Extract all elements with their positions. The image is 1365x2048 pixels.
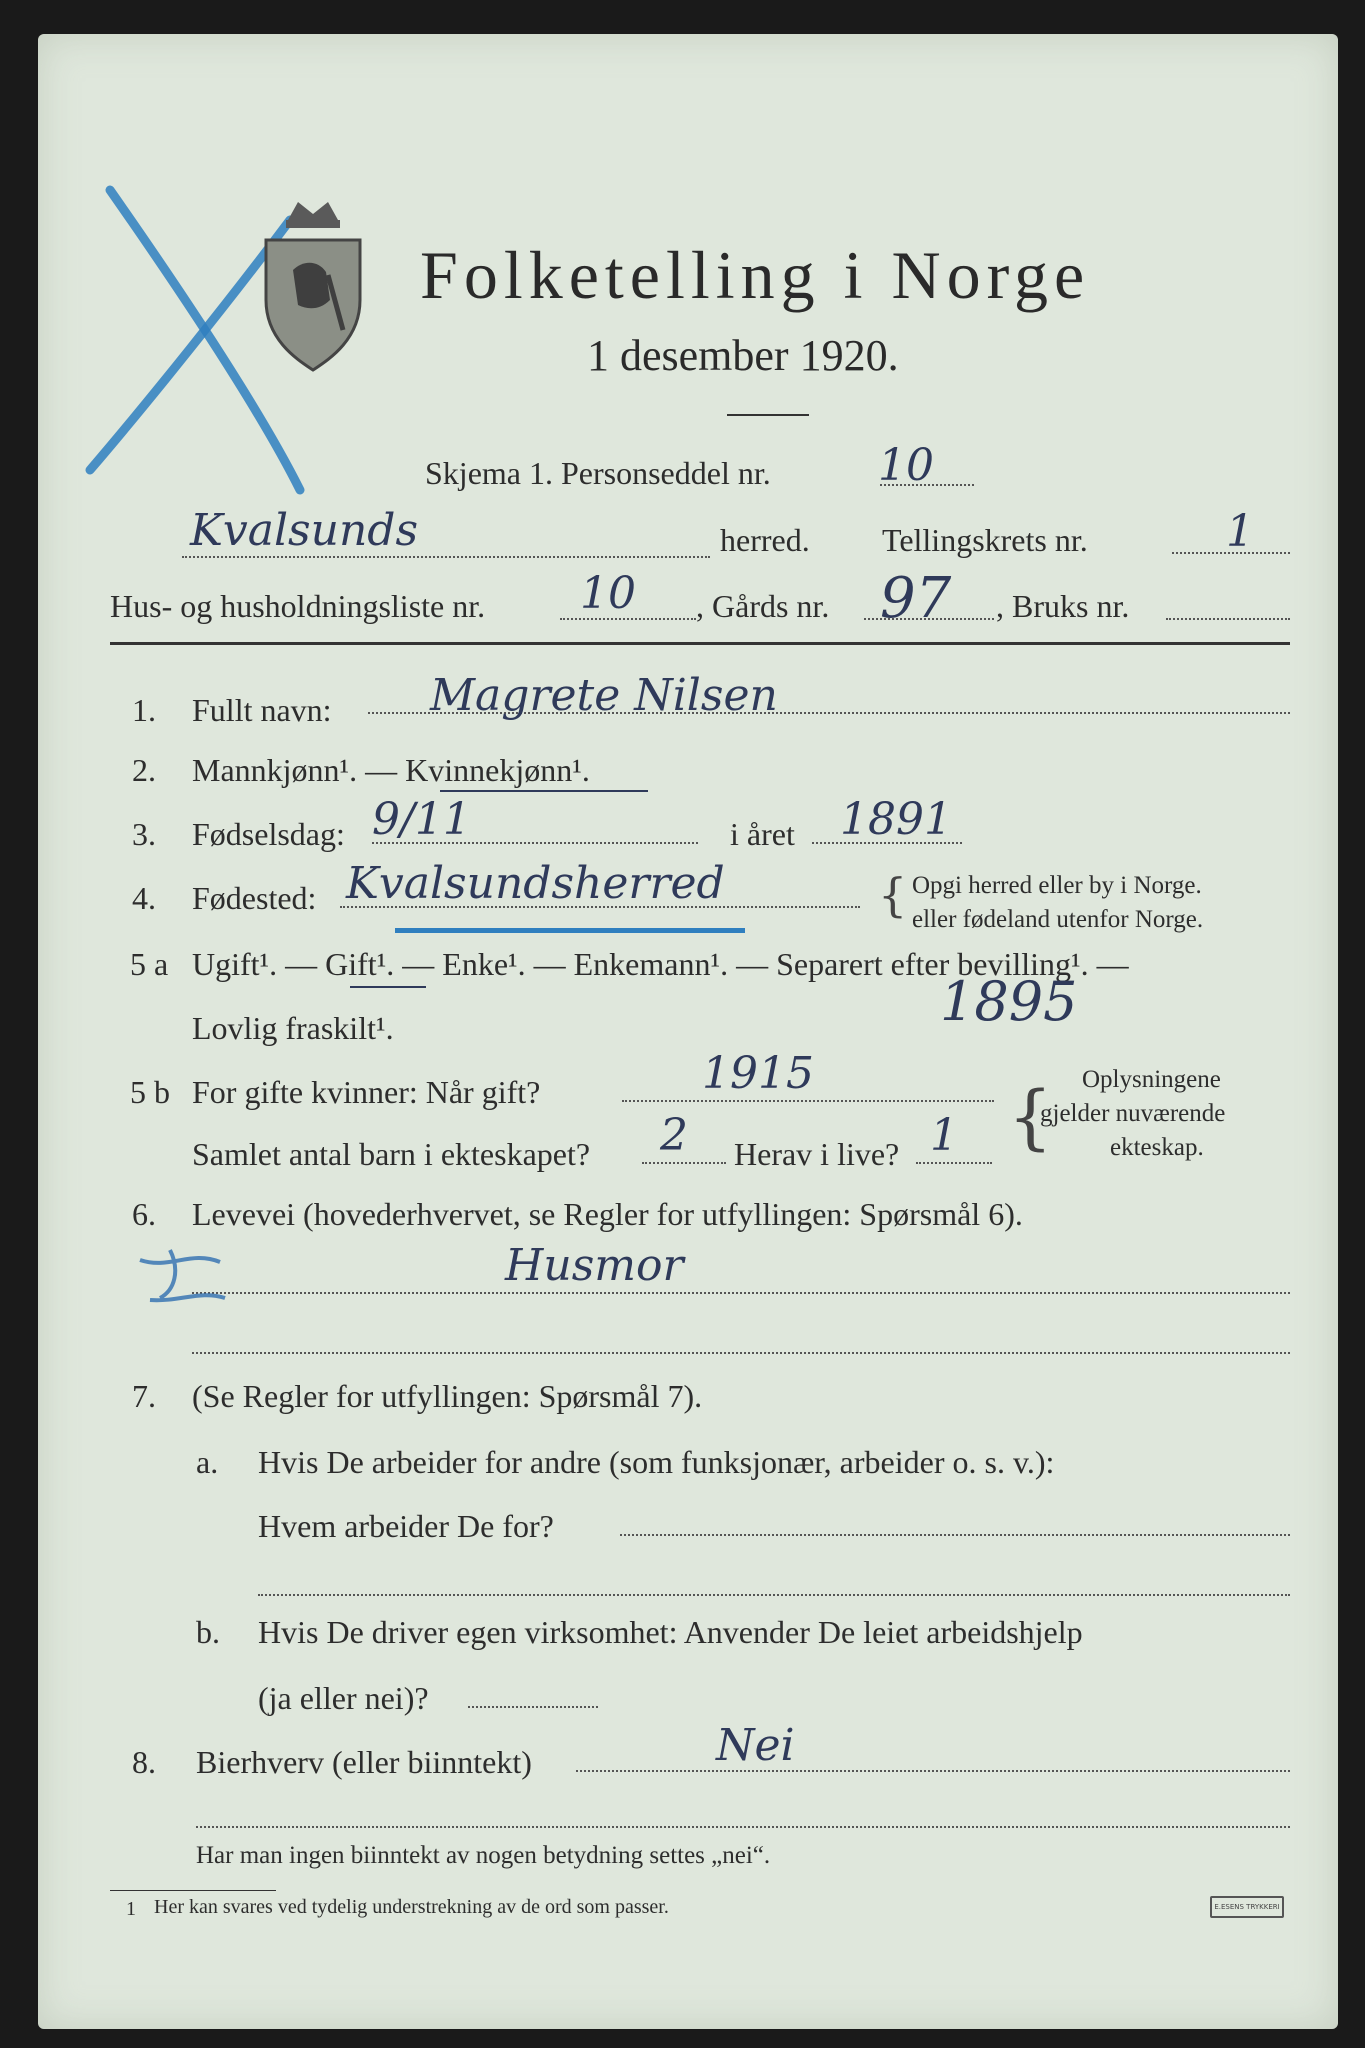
- q5b-note-line2: gjelder nuværende: [1040, 1100, 1226, 1127]
- herred-label: herred.: [720, 522, 810, 558]
- q8-number: 8.: [132, 1744, 156, 1780]
- footnote-marker: 1: [126, 1898, 136, 1920]
- side-income-field[interactable]: Nei: [716, 1720, 795, 1771]
- gift-underline: [350, 986, 426, 988]
- q7b-label-line2: (ja eller nei)?: [258, 1680, 429, 1716]
- side-income-dotline: [576, 1770, 1290, 1772]
- q5b-brace: {: [1008, 1076, 1053, 1158]
- schema-label: Skjema 1. Personseddel nr.: [425, 455, 771, 491]
- blue-margin-scribble: [130, 1240, 240, 1310]
- alive-dotline: [916, 1162, 992, 1164]
- q3-number: 3.: [132, 816, 156, 852]
- q5b-note-line3: ekteskap.: [1110, 1134, 1204, 1161]
- q4-label: Fødested:: [192, 880, 317, 916]
- footnote-text: Her kan svares ved tydelig understrekning av de ord som passer.: [154, 1896, 669, 1918]
- schema-number[interactable]: 10: [878, 440, 934, 491]
- employer-dotline: [620, 1534, 1290, 1536]
- bruks-dotline: [1166, 618, 1290, 620]
- birthday-field[interactable]: 9/11: [372, 794, 471, 845]
- q1-label: Fullt navn:: [192, 692, 332, 728]
- bruks-label: , Bruks nr.: [996, 588, 1130, 624]
- occupation-dotline-2: [192, 1352, 1290, 1354]
- herred-dotline: [182, 556, 710, 558]
- children-field[interactable]: 2: [660, 1110, 688, 1161]
- birthplace-field[interactable]: Kvalsundsherred: [346, 858, 725, 909]
- q2-number: 2.: [132, 752, 156, 788]
- married-year-field[interactable]: 1915: [702, 1048, 814, 1099]
- q4-note-line1: Opgi herred eller by i Norge.: [912, 872, 1202, 899]
- q4-number: 4.: [132, 880, 156, 916]
- q7b-label: Hvis De driver egen virksomhet: Anvender De leiet arbeidshjelp: [258, 1614, 1083, 1650]
- birthyear-label: i året: [730, 816, 795, 852]
- herred-field[interactable]: Kvalsunds: [190, 505, 419, 556]
- q7-label: (Se Regler for utfyllingen: Spørsmål 7).: [192, 1378, 703, 1414]
- occupation-dotline: [192, 1292, 1290, 1294]
- q6-number: 6.: [132, 1196, 156, 1232]
- hired-help-dotline: [468, 1706, 598, 1708]
- q4-brace: {: [878, 868, 908, 922]
- q4-note-line2: eller fødeland utenfor Norge.: [912, 906, 1204, 933]
- kvinnekjonn-underline: [440, 790, 648, 792]
- side-income-note: Har man ingen biinntekt av nogen betydning settes „nei“.: [196, 1842, 771, 1869]
- alive-field[interactable]: 1: [930, 1110, 958, 1161]
- q5a-label-line2: Lovlig fraskilt¹.: [192, 1010, 394, 1046]
- q1-number: 1.: [132, 692, 156, 728]
- side-income-dotline-2: [196, 1826, 1290, 1828]
- header-rule: [110, 642, 1290, 645]
- footnote-rule: [110, 1890, 276, 1891]
- q3-label: Fødselsdag:: [192, 816, 345, 852]
- q7b-letter: b.: [196, 1614, 220, 1650]
- marital-status-options[interactable]: Ugift¹. — Gift¹. — Enke¹. — Enkemann¹. — Separert efter bevilling¹. —: [192, 946, 1129, 982]
- employer-dotline-2: [258, 1594, 1290, 1596]
- coat-of-arms-emblem: [258, 180, 368, 375]
- q7-number: 7.: [132, 1378, 156, 1414]
- gards-label: , Gårds nr.: [696, 588, 830, 624]
- q5a-number: 5 a: [130, 946, 169, 982]
- alive-label: Herav i live?: [734, 1136, 900, 1172]
- q7a-label: Hvis De arbeider for andre (som funksjonær, arbeider o. s. v.):: [258, 1444, 1055, 1480]
- tellingskrets-field[interactable]: 1: [1226, 506, 1254, 557]
- husholdningsliste-label: Hus- og husholdningsliste nr.: [110, 588, 486, 624]
- census-date: 1 desember 1920.: [587, 331, 899, 380]
- children-label: Samlet antal barn i ekteskapet?: [192, 1136, 591, 1172]
- husholdningsliste-field[interactable]: 10: [580, 568, 636, 619]
- q6-label: Levevei (hovederhvervet, se Regler for utfyllingen: Spørsmål 6).: [192, 1196, 1023, 1232]
- q7a-letter: a.: [196, 1444, 219, 1480]
- title-divider: [727, 414, 809, 416]
- form-title: Folketelling i Norge: [420, 237, 1091, 313]
- q5b-note-line1: Oplysningene: [1082, 1066, 1221, 1093]
- printer-stamp: E.ESENS TRYKKERI: [1210, 1896, 1284, 1918]
- q5b-number: 5 b: [130, 1074, 170, 1110]
- birthyear-field[interactable]: 1891: [840, 794, 952, 845]
- gender-options[interactable]: Mannkjønn¹. — Kvinnekjønn¹.: [192, 752, 590, 788]
- gards-field[interactable]: 97: [880, 566, 952, 631]
- q7a-label-line2: Hvem arbeider De for?: [258, 1508, 554, 1544]
- married-dotline: [622, 1100, 994, 1102]
- q8-label: Bierhverv (eller biinntekt): [196, 1744, 532, 1780]
- tellingskrets-label: Tellingskrets nr.: [882, 522, 1088, 558]
- birthplace-blue-underline: [395, 928, 745, 933]
- marital-year-field[interactable]: 1895: [940, 970, 1078, 1033]
- full-name-field[interactable]: Magrete Nilsen: [430, 670, 778, 721]
- children-dotline: [642, 1162, 726, 1164]
- q5b-label: For gifte kvinner: Når gift?: [192, 1074, 541, 1110]
- occupation-field[interactable]: Husmor: [505, 1240, 684, 1291]
